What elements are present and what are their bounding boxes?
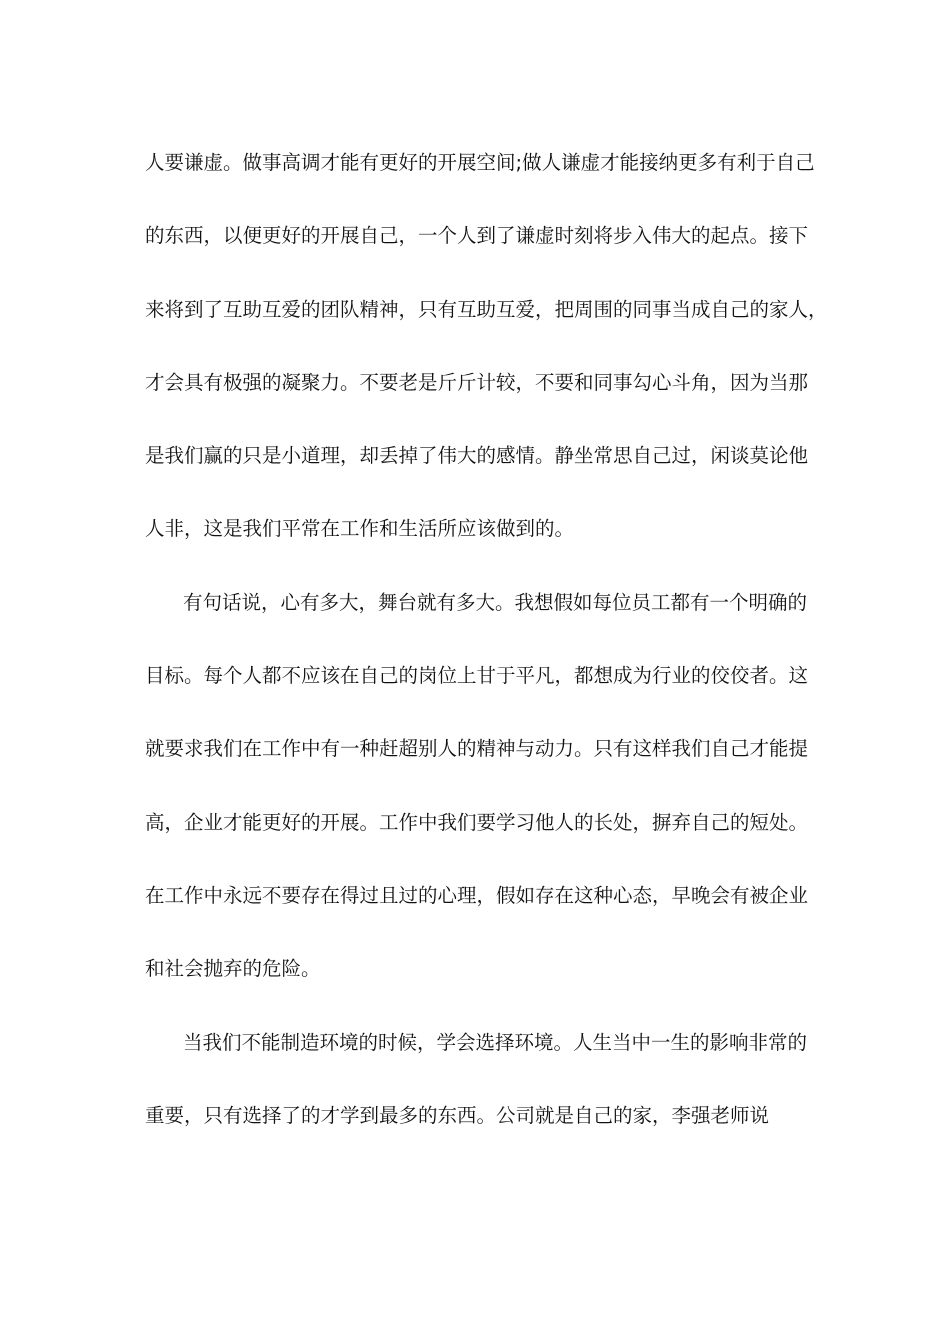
body-text [145, 126, 828, 1152]
text-line-5: 是我们赢的只是小道理，却丢掉了伟大的感情。静坐常思自己过，闲谈莫论他 [145, 444, 809, 468]
text-line-9: 就要求我们在工作中有一种赶超别人的精神与动力。只有这样我们自己才能提 [145, 737, 809, 761]
text-line-14: 重要，只有选择了的才学到最多的东西。公司就是自己的家，李强老师说 [145, 1103, 770, 1127]
text-line-11: 在工作中永远不要存在得过且过的心理，假如存在这种心态，早晚会有被企业 [145, 883, 809, 907]
paragraph-start-line-13: 当我们不能制造环境的时候，学会选择环境。人生当中一生的影响非常的 [183, 1030, 808, 1054]
text-line-12: 和社会抛弃的危险。 [145, 957, 321, 981]
text-line-10: 高，企业才能更好的开展。工作中我们要学习他人的长处，摒弃自己的短处。 [145, 810, 809, 834]
text-line-8: 目标。每个人都不应该在自己的岗位上甘于平凡，都想成为行业的佼佼者。这 [145, 664, 809, 688]
text-line-1: 人要谦虚。做事高调才能有更好的开展空间;做人谦虚才能接纳更多有利于自己 [145, 151, 815, 174]
paragraph-start-line-7: 有句话说，心有多大，舞台就有多大。我想假如每位员工都有一个明确的 [183, 590, 808, 614]
text-line-3: 来将到了互助互爱的团队精神，只有互助互爱，把周围的同事当成自己的家人， [145, 297, 828, 321]
text-line-2: 的东西，以便更好的开展自己，一个人到了谦虚时刻将步入伟大的起点。接下 [145, 224, 809, 248]
text-line-4: 才会具有极强的凝聚力。不要老是斤斤计较，不要和同事勾心斗角，因为当那 [145, 370, 809, 394]
text-line-6: 人非，这是我们平常在工作和生活所应该做到的。 [145, 517, 575, 541]
